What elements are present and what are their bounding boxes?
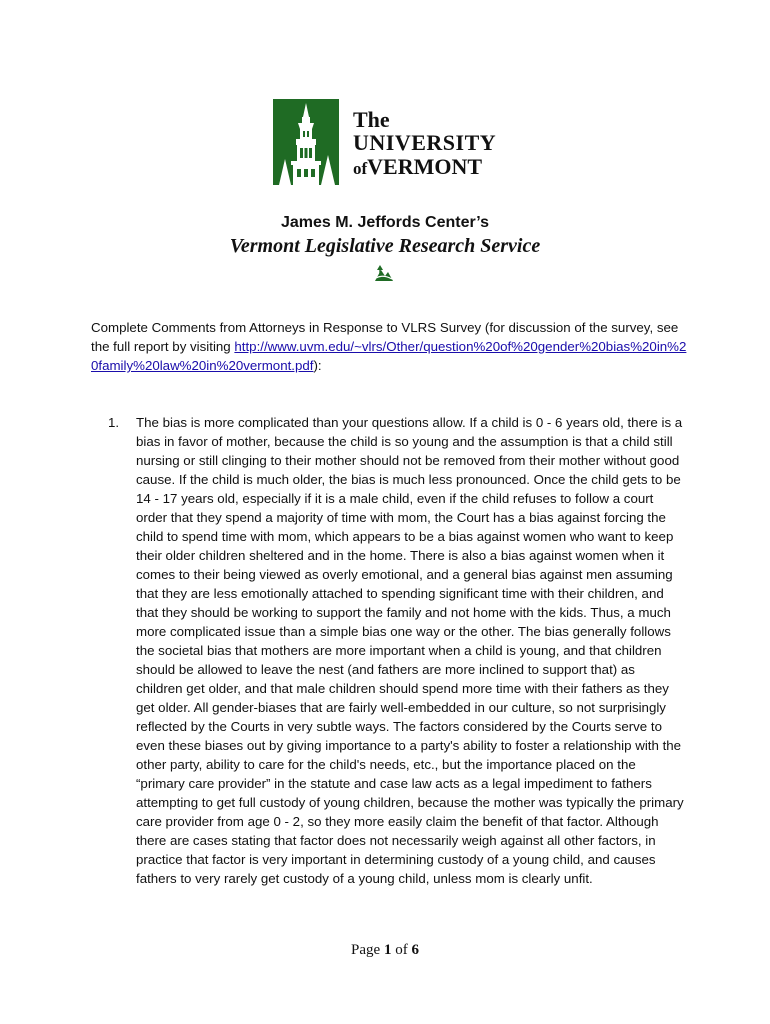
page-current: 1 <box>383 942 392 958</box>
university-seal-icon <box>273 99 339 185</box>
service-title: Vermont Legislative Research Service <box>229 235 541 257</box>
page-footer <box>0 942 770 959</box>
center-name: James M. Jeffords Center’s <box>280 214 490 231</box>
of-word: of <box>395 942 408 958</box>
university-wordmark <box>353 109 496 181</box>
logo-of: of <box>353 159 368 178</box>
logo-line-the: The <box>353 107 390 132</box>
logo-line-university: UNIVERSITY <box>353 130 497 155</box>
logo-line-vermont <box>353 155 496 181</box>
list-item-text: The bias is more complicated than your questions allow. If a child is 0 - 6 years old, there is a bias in favor of mother, because the child is so young and the assumption is that a child still nursing or still clinging to their mother should not be removed from their mother without good cause. If the child is much older, the bias is much less pronounced. Once the child gets to be 14 - 17 years old, especially if it is a male child, even if the child refuses to follow a court order that they spend a majority of time with mom, the Court has a bias against forcing the child to spend time with mom, which appears to be a bias against women who want to keep their older children sheltered and in the home. There is also a bias against women when it comes to their being viewed as overly emotional, and a general bias against men assuming that they are less emotionally attached to spending significant time with their children, and that they should be working to support the family and not home with the kids. Thus, a much more complicated issue than a simple bias one way or the other. The bias generally follows the societal bias that mothers are more important when a child is young, and that children should be allowed to leave the nest (and fathers are more inclined to support that) as children get older, and that male children should spend more time with their fathers as they get older. All gender-biases that are fairly well-embedded in our culture, so not surprisingly reflected by the Courts in very subtle ways. The factors considered by the Courts serve to even these biases out by giving importance to a party's ability to foster a relationship with the other party, ability to care for the child's needs, etc., but the importance placed on the “primary care provider” in the statute and case law acts as a legal impediment to fathers attempting to get full custody of young children, because the mother was typically the primary care provider from age 0 - 2, so they more easily claim the benefit of that factor. Although there are cases stating that factor does not necessarily weigh against all other factors, in practice that factor is very important in determining custody of a young child, and causes fathers to very rarely get custody of a young child, unless mom is clearly unfit. <box>136 415 684 886</box>
full-report-link[interactable]: http://www.uvm.edu/~vlrs/Other/question%20of%20gender%20bias%20in%20family%20law%20in%20vermont.pdf <box>91 339 687 373</box>
page-word: Page <box>351 942 381 958</box>
page-total: 6 <box>411 942 419 958</box>
intro-paragraph <box>91 318 691 375</box>
university-logo <box>273 99 498 185</box>
list-item-number: 1. <box>108 415 120 430</box>
intro-after-link: ): <box>313 358 322 373</box>
intro-text: Complete Comments from Attorneys in Response to VLRS Survey (for discussion of the survey, see the full report by visiting <box>91 320 679 354</box>
mountain-tree-icon <box>373 264 395 282</box>
logo-vermont: VERMONT <box>367 154 483 179</box>
